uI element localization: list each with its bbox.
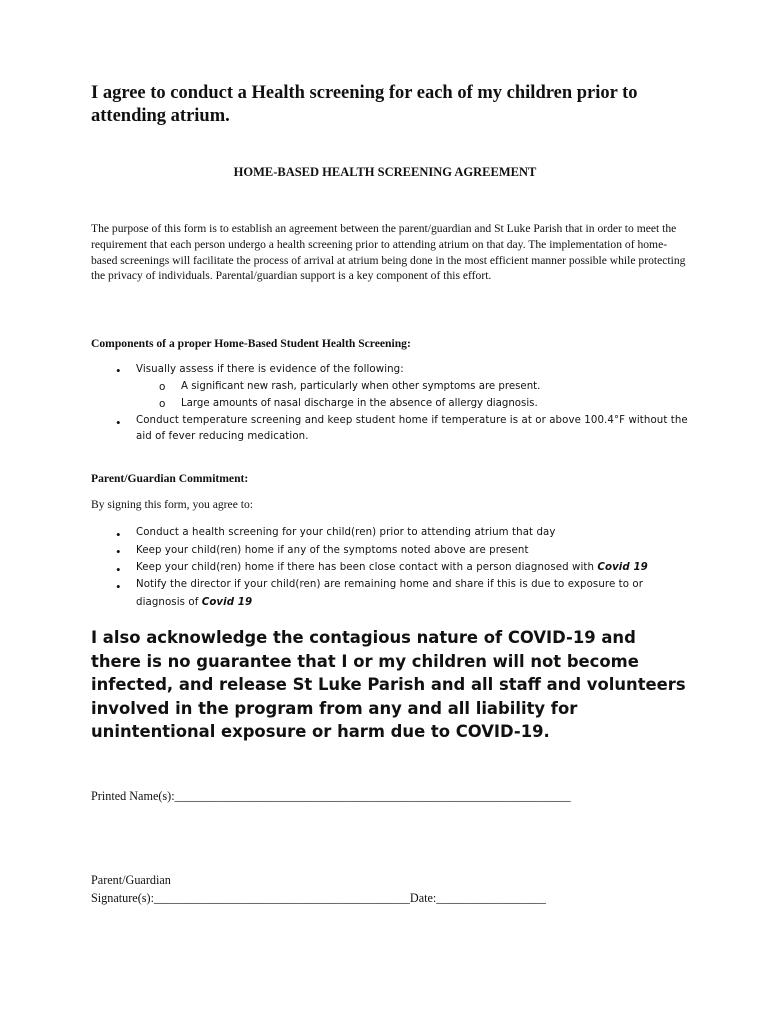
commitment-item-4-line-1: Notify the director if your child(ren) are remaining home and share if this is due to exposure to or [136,579,644,590]
acknowledgement-paragraph: I also acknowledge the contagious nature of COVID-19 and there is no guarantee that I or my children will not become infected, and release St Luke Parish and all staff and volunteers involved in the program from any and all liability for unintentional exposure or harm due to COVID-19. [91,628,686,741]
bullet-glyph: • [116,527,121,542]
commitment-item-4-line-2 [136,595,252,611]
components-bullet-2-line-1: Conduct temperature screening and keep student home if temperature is at or above 100.4°F without the [136,415,688,426]
commitment-item-2: Keep your child(ren) home if any of the symptoms noted above are present [136,545,529,556]
signature-date-field[interactable]: Signature(s):__________________________________________Date:__________________ [91,891,546,905]
commitment-item-4-text: diagnosis of [136,597,202,608]
printed-names-field[interactable]: Printed Name(s):_________________________________________________________________ [91,789,571,803]
commitment-heading: Parent/Guardian Commitment: [91,472,249,485]
components-sub-item-2: Large amounts of nasal discharge in the absence of allergy diagnosis. [181,398,538,409]
bullet-glyph: • [116,562,121,577]
components-heading: Components of a proper Home-Based Student Health Screening: [91,337,411,350]
commitment-item-3-text: Keep your child(ren) home if there has been close contact with a person diagnosed with [136,562,598,573]
bullet-glyph: • [116,544,121,559]
bullet-glyph: • [116,363,121,378]
bullet-glyph: • [116,579,121,594]
covid-emphasis: Covid 19 [201,597,253,608]
bullet-glyph: • [116,415,121,430]
agreement-subtitle: HOME-BASED HEALTH SCREENING AGREEMENT [233,165,537,179]
components-sub-item-1: A significant new rash, particularly when other symptoms are present. [181,381,541,392]
components-bullet-1: Visually assess if there is evidence of the following: [136,364,404,375]
sub-bullet-glyph: o [159,381,166,393]
commitment-item-1: Conduct a health screening for your child(ren) prior to attending atrium that day [136,527,556,538]
page-title: I agree to conduct a Health screening for each of my children prior to attending atrium. [91,83,638,126]
commitment-item-3 [136,560,648,576]
commitment-intro: By signing this form, you agree to: [91,498,253,511]
parent-guardian-label: Parent/Guardian [91,873,171,887]
purpose-paragraph: The purpose of this form is to establish an agreement between the parent/guardian and St Luke Parish that in order to meet the requirement that each person undergo a health screening prior to attending atrium on that day. The implementation of home-based screenings will facilitate the process of arrival at atrium being done in the most efficient manner possible while protecting the privacy of individuals. Parental/guardian support is a key component of this effort. [91,222,686,283]
components-bullet-2-line-2: aid of fever reducing medication. [136,431,309,442]
covid-emphasis: Covid 19 [597,562,648,573]
sub-bullet-glyph: o [159,398,166,410]
